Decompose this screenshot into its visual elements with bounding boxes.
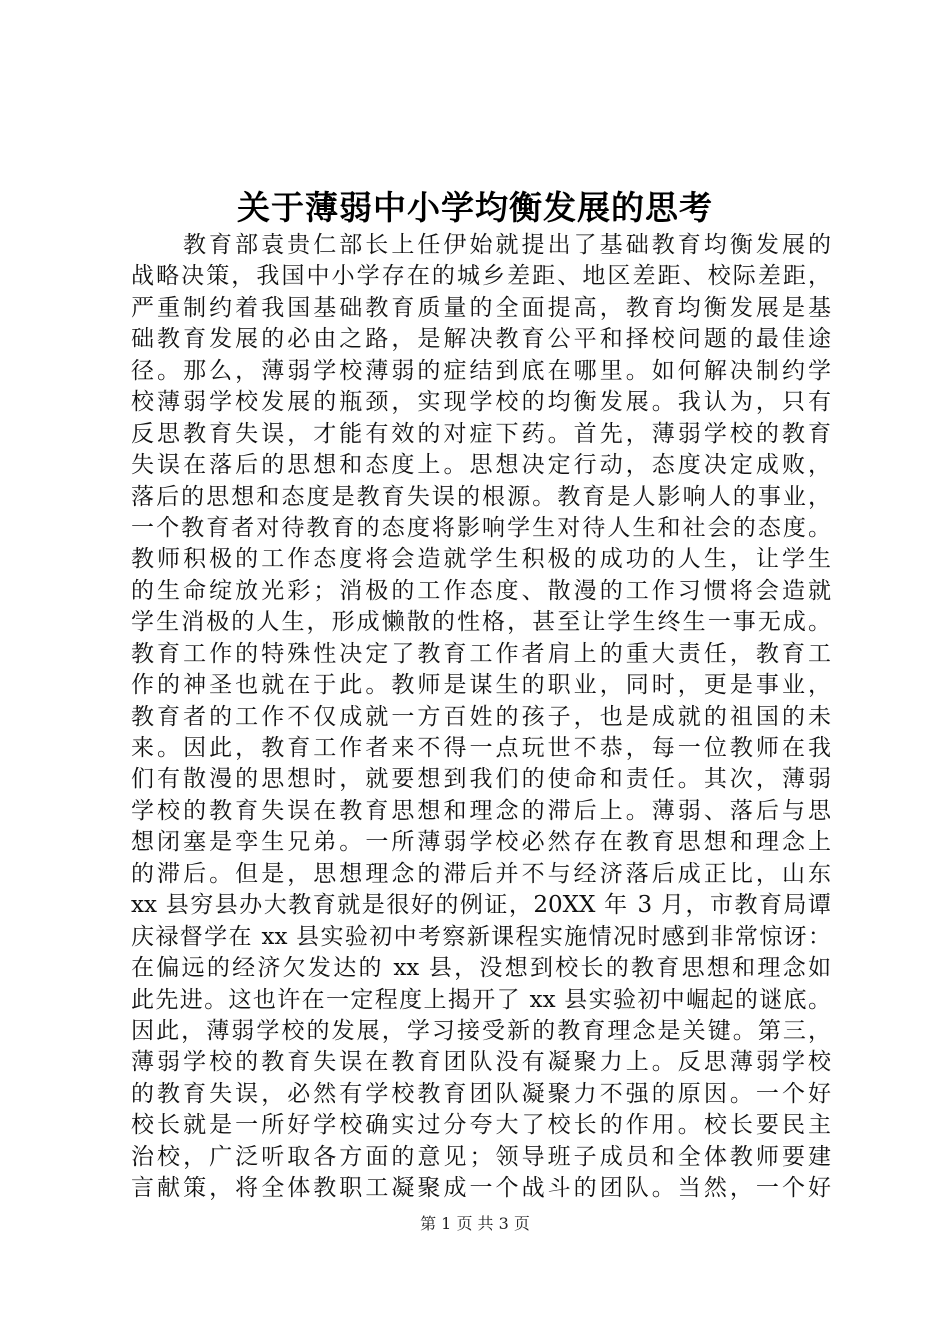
text-line: 作的神圣也就在于此。教师是谋生的职业，同时，更是事业， <box>131 672 831 699</box>
text-line: 言献策，将全体教职工凝聚成一个战斗的团队。当然，一个好 <box>131 1175 831 1202</box>
text-line: 教育部袁贵仁部长上任伊始就提出了基础教育均衡发展的 <box>183 232 831 258</box>
text-line: 因此，薄弱学校的发展，学习接受新的教育理念是关键。第三， <box>131 1017 831 1044</box>
text-line: 反思教育失误，才能有效的对症下药。首先，薄弱学校的教育 <box>131 420 831 447</box>
page-number-footer: 第 1 页 共 3 页 <box>420 1214 530 1233</box>
text-line: 教育工作的特殊性决定了教育工作者肩上的重大责任，教育工 <box>131 640 831 667</box>
text-line: 此先进。这也许在一定程度上揭开了 xx 县实验初中崛起的谜底。 <box>131 986 831 1013</box>
text-line: 学生消极的人生，形成懒散的性格，甚至让学生终生一事无成。 <box>131 609 831 636</box>
text-line: 薄弱学校的教育失误在教育团队没有凝聚力上。反思薄弱学校 <box>131 1049 831 1076</box>
text-line: 来。因此，教育工作者来不得一点玩世不恭，每一位教师在我 <box>131 735 831 761</box>
text-line: 战略决策，我国中小学存在的城乡差距、地区差距、校际差距， <box>131 263 831 290</box>
document-title: 关于薄弱中小学均衡发展的思考 <box>237 188 713 227</box>
body-text <box>131 230 831 1205</box>
text-line: 教师积极的工作态度将会造就学生积极的成功的人生，让学生 <box>131 546 831 573</box>
text-line: 失误在落后的思想和态度上。思想决定行动，态度决定成败， <box>131 452 831 479</box>
text-line: 治校，广泛听取各方面的意见；领导班子成员和全体教师要建 <box>131 1143 831 1170</box>
text-line: 在偏远的经济欠发达的 xx 县，没想到校长的教育思想和理念如 <box>131 955 831 982</box>
text-line: 的生命绽放光彩；消极的工作态度、散漫的工作习惯将会造就 <box>131 577 831 604</box>
text-line: 教育者的工作不仅成就一方百姓的孩子，也是成就的祖国的未 <box>131 703 831 730</box>
text-line: 严重制约着我国基础教育质量的全面提高，教育均衡发展是基 <box>131 294 831 321</box>
text-line: 想闭塞是孪生兄弟。一所薄弱学校必然存在教育思想和理念上 <box>131 829 831 856</box>
text-line: 径。那么，薄弱学校薄弱的症结到底在哪里。如何解决制约学 <box>131 357 831 384</box>
text-line: 的滞后。但是，思想理念的滞后并不与经济落后成正比，山东 <box>131 860 831 887</box>
text-line: 的教育失误，必然有学校教育团队凝聚力不强的原因。一个好 <box>131 1080 831 1107</box>
text-line: 一个教育者对待教育的态度将影响学生对待人生和社会的态度。 <box>131 514 831 541</box>
text-line: 学校的教育失误在教育思想和理念的滞后上。薄弱、落后与思 <box>131 797 831 824</box>
text-line: 落后的思想和态度是教育失误的根源。教育是人影响人的事业， <box>131 483 831 510</box>
text-line: 们有散漫的思想时，就要想到我们的使命和责任。其次，薄弱 <box>131 766 831 793</box>
text-line: 庆禄督学在 xx 县实验初中考察新课程实施情况时感到非常惊讶： <box>131 923 831 950</box>
text-line: 校长就是一所好学校确实过分夸大了校长的作用。校长要民主 <box>131 1112 831 1139</box>
text-line: 校薄弱学校发展的瓶颈，实现学校的均衡发展。我认为，只有 <box>131 389 831 416</box>
text-line: xx 县穷县办大教育就是很好的例证，20XX 年 3 月，市教育局谭 <box>131 892 831 919</box>
text-line: 础教育发展的必由之路，是解决教育公平和择校问题的最佳途 <box>131 326 831 353</box>
